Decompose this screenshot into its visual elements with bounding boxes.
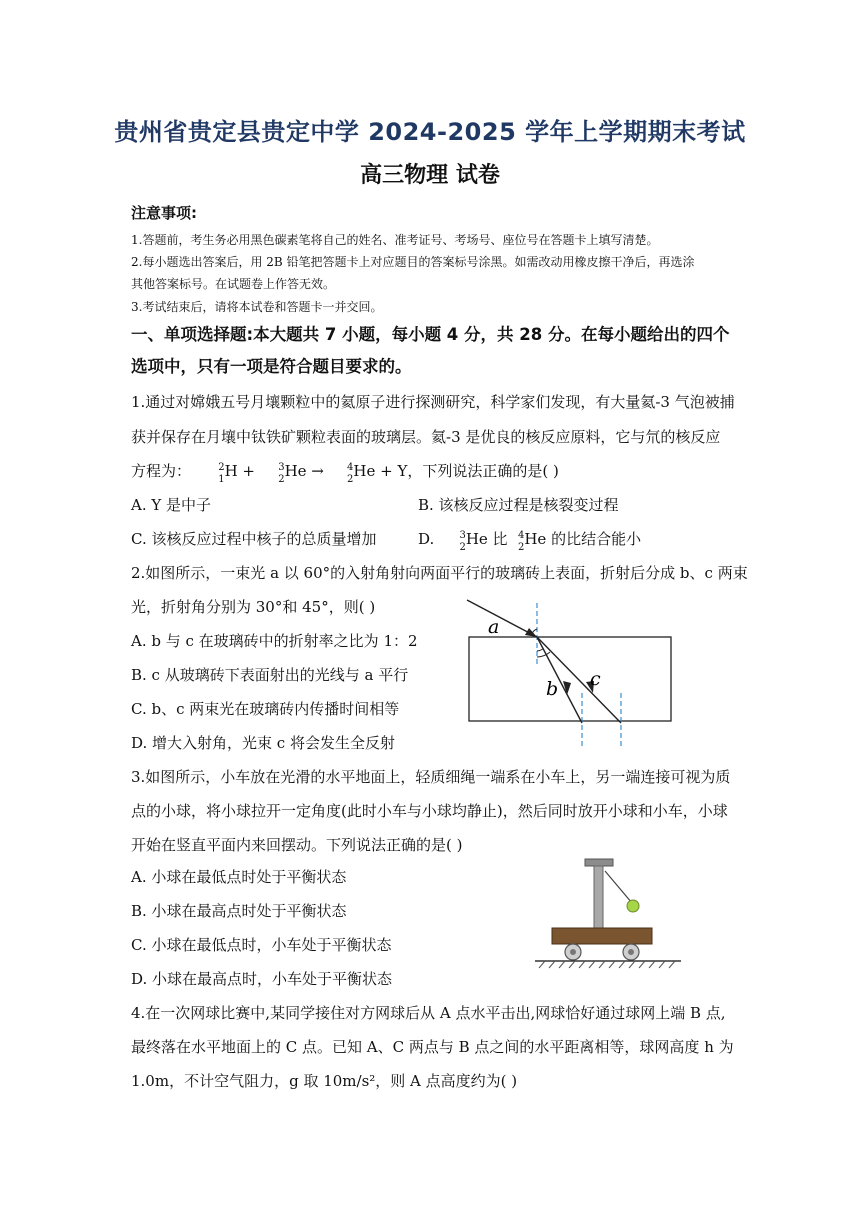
q2-stem-line1: 2.如图所示，一束光 a 以 60°的入射角射向两面平行的玻璃砖上表面，折射后分成 b、c 两束 (131, 564, 748, 582)
exam-subtitle: 高三物理 试卷 (360, 163, 500, 188)
section-heading-line2: 选项中，只有一项是符合题目要求的。 (131, 357, 412, 376)
q4-stem-line2: 最终落在水平地面上的 C 点。已知 A、C 两点与 B 点之间的水平距离相等，球网高度 h 为 (131, 1038, 734, 1056)
q1-stem-line1: 1.通过对嫦娥五号月壤颗粒中的氦原子进行探测研究，科学家们发现，有大量氦-3 气泡被捕 (131, 393, 735, 411)
q3-option-b: B. 小球在最高点时处于平衡状态 (131, 902, 347, 920)
q1-option-c: C. 该核反应过程中核子的总质量增加 (131, 530, 377, 548)
q1-stem-line2: 获并保存在月壤中钛铁矿颗粒表面的玻璃层。氦-3 是优良的核反应原料，它与氘的核反应 (131, 428, 721, 446)
glass-brick (469, 637, 671, 721)
notice-item-3: 3.考试结束后，请将本试卷和答题卡一并交回。 (131, 300, 383, 314)
q1-option-b: B. 该核反应过程是核裂变过程 (418, 496, 619, 514)
label-a: a (488, 616, 500, 638)
q2-option-b: B. c 从玻璃砖下表面射出的光线与 a 平行 (131, 666, 409, 684)
pendulum-post (594, 866, 603, 928)
exam-title: 贵州省贵定县贵定中学 2024-2025 学年上学期期末考试 (114, 118, 746, 146)
pendulum-ball (627, 900, 639, 912)
cart-pendulum-figure (535, 855, 685, 975)
q1-option-d: D. 3 2 He 比 4 2 He 的比结合能小 (418, 530, 642, 553)
q2-stem-line2: 光，折射角分别为 30°和 45°，则( ) (131, 598, 376, 616)
label-c: c (590, 668, 601, 690)
incident-angle-arc (532, 629, 537, 634)
pendulum-top-bar (585, 859, 613, 866)
cart-wheel-right-hub (628, 949, 634, 955)
pendulum-string (605, 871, 632, 903)
notice-item-2: 2.每小题选出答案后，用 2B 铅笔把答题卡上对应题目的答案标号涂黑。如需改动用橡皮擦干净后，再选涂 (131, 255, 695, 269)
cart-wheel-left-hub (570, 949, 576, 955)
ray-b (537, 637, 582, 723)
section-heading-line1: 一、单项选择题:本大题共 7 小题，每小题 4 分，共 28 分。在每小题给出的四个 (131, 325, 730, 344)
q1-option-a: A. Y 是中子 (131, 496, 212, 514)
cart-body (552, 928, 652, 944)
label-b: b (546, 678, 559, 700)
q3-option-a: A. 小球在最低点时处于平衡状态 (131, 868, 347, 886)
notice-item-1: 1.答题前，考生务必用黑色碳素笔将自己的姓名、准考证号、考场号、座位号在答题卡上填写清楚。 (131, 233, 659, 247)
glass-brick-figure (455, 595, 685, 755)
q2-option-a: A. b 与 c 在玻璃砖中的折射率之比为 1：2 (131, 632, 418, 650)
q3-stem-line2: 点的小球，将小球拉开一定角度(此时小车与小球均静止)，然后同时放开小球和小车，小球 (131, 802, 728, 820)
ray-a (467, 600, 537, 637)
refraction-angle-arc-2 (537, 652, 550, 657)
q4-stem-line1: 4.在一次网球比赛中,某同学接住对方网球后从 A 点水平击出,网球恰好通过球网上端 B 点, (131, 1004, 726, 1022)
q3-option-c: C. 小球在最低点时，小车处于平衡状态 (131, 936, 392, 954)
q3-option-d: D. 小球在最高点时，小车处于平衡状态 (131, 970, 393, 988)
ground-hatch (539, 961, 675, 968)
q4-stem-line3: 1.0m，不计空气阻力，g 取 10m/s²，则 A 点高度约为( ) (131, 1072, 518, 1090)
notice-heading: 注意事项: (131, 204, 197, 222)
q3-stem-line1: 3.如图所示，小车放在光滑的水平地面上，轻质细绳一端系在小车上，另一端连接可视为质 (131, 768, 731, 786)
notice-item-2-cont: 其他答案标号。在试题卷上作答无效。 (131, 277, 336, 291)
q3-stem-line3: 开始在竖直平面内来回摆动。下列说法正确的是( ) (131, 836, 463, 854)
q2-option-c: C. b、c 两束光在玻璃砖内传播时间相等 (131, 700, 400, 718)
q1-equation: 方程为： 2 1 H + 3 2 He → 4 2 He + Y，下列说法正确的是( ) (131, 462, 559, 485)
q2-option-d: D. 增大入射角，光束 c 将会发生全反射 (131, 734, 395, 752)
refraction-angle-arc-1 (537, 649, 543, 651)
